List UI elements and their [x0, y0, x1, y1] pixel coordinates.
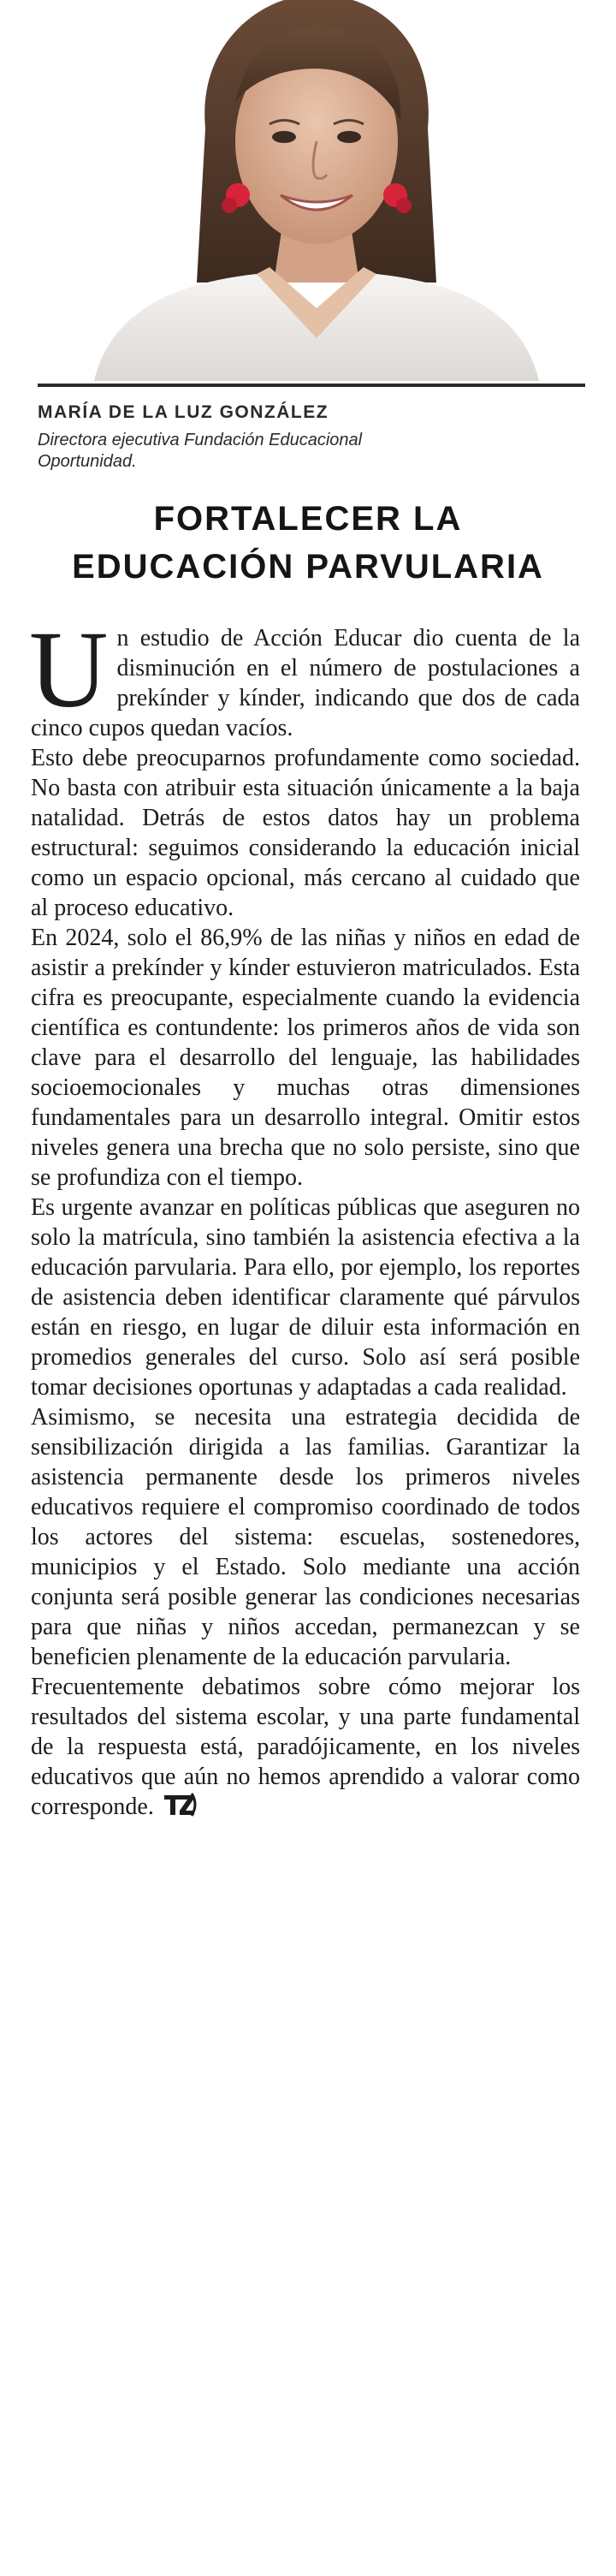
paragraph-1 [29, 609, 580, 743]
paragraph-5: Asimismo, se necesita una estrategia decidida de sensibilización dirigida a las familias. Garantizar la asistencia permanente desde los primeros niveles educativos requiere el compromiso coordinado de todos los actores del sistema: escuelas, sostenedores, municipios y el Estado. Solo mediante una acción conjunta será posible generar las condiciones necesarias para que niñas y niños accedan, permanezcan y se beneficien plenamente de la educación parvularia. [31, 1404, 580, 1670]
author-portrait-drawing [60, 0, 573, 381]
author-portrait [60, 0, 573, 381]
headline-line-2: EDUCACIÓN PARVULARIA [72, 548, 544, 586]
paragraph-4: Es urgente avanzar en políticas públicas que aseguren no solo la matrícula, sino también la asistencia efectiva a la educación parvularia. Para ello, por ejemplo, los reportes de asistencia deben identificar claramente qué párvulos están en riesgo, en lugar de diluir esta información en promedios generales del curso. Solo así será posible tomar decisiones oportunas y adaptadas a cada realidad. [31, 1194, 580, 1401]
paragraph-3: En 2024, solo el 86,9% de las niñas y niños en edad de asistir a prekínder y kínder estuvieron matriculados. Esta cifra es preocupante, especialmente cuando la evidencia científica es contundente: los primeros años de vida son clave para el desarrollo del lenguaje, las habilidades socioemocionales y muchas otras dimensiones fundamentales para un desarrollo integral. Omitir estos niveles genera una brecha que no solo persiste, sino que se profundiza con el tiempo. [31, 925, 580, 1191]
article-body [29, 609, 580, 1822]
paragraph-6 [31, 1672, 580, 1822]
headline-line-1: FORTALECER LA [153, 500, 463, 538]
paragraph-2: Esto debe preocuparnos profundamente como sociedad. No basta con atribuir esta situación únicamente a la baja natalidad. Detrás de estos datos hay un problema estructural: seguimos considerando la educación inicial como un espacio opcional, más cercano al cuidado que al proceso educativo. [31, 745, 580, 921]
header-rule [38, 384, 585, 387]
drop-cap: U [29, 609, 109, 730]
author-role: Directora ejecutiva Fundación Educacional Oportunidad. [38, 431, 363, 471]
paragraph-6-text: Frecuentemente debatimos sobre cómo mejorar los resultados del sistema escolar, y una parte fundamental de la respuesta está, paradójicamente, en los niveles educativos que aún no hemos aprendido a valorar como corresponde. [31, 1674, 580, 1820]
article-headline [17, 495, 599, 591]
paragraph-1-text: n estudio de Acción Educar dio cuenta de la disminución en el número de postulaciones a prekínder y kínder, indicando que dos de cada cinco cupos quedan vacíos. [31, 625, 580, 741]
author-name: MARÍA DE LA LUZ GONZÁLEZ [38, 402, 329, 422]
publication-end-logo-icon [163, 1792, 198, 1817]
